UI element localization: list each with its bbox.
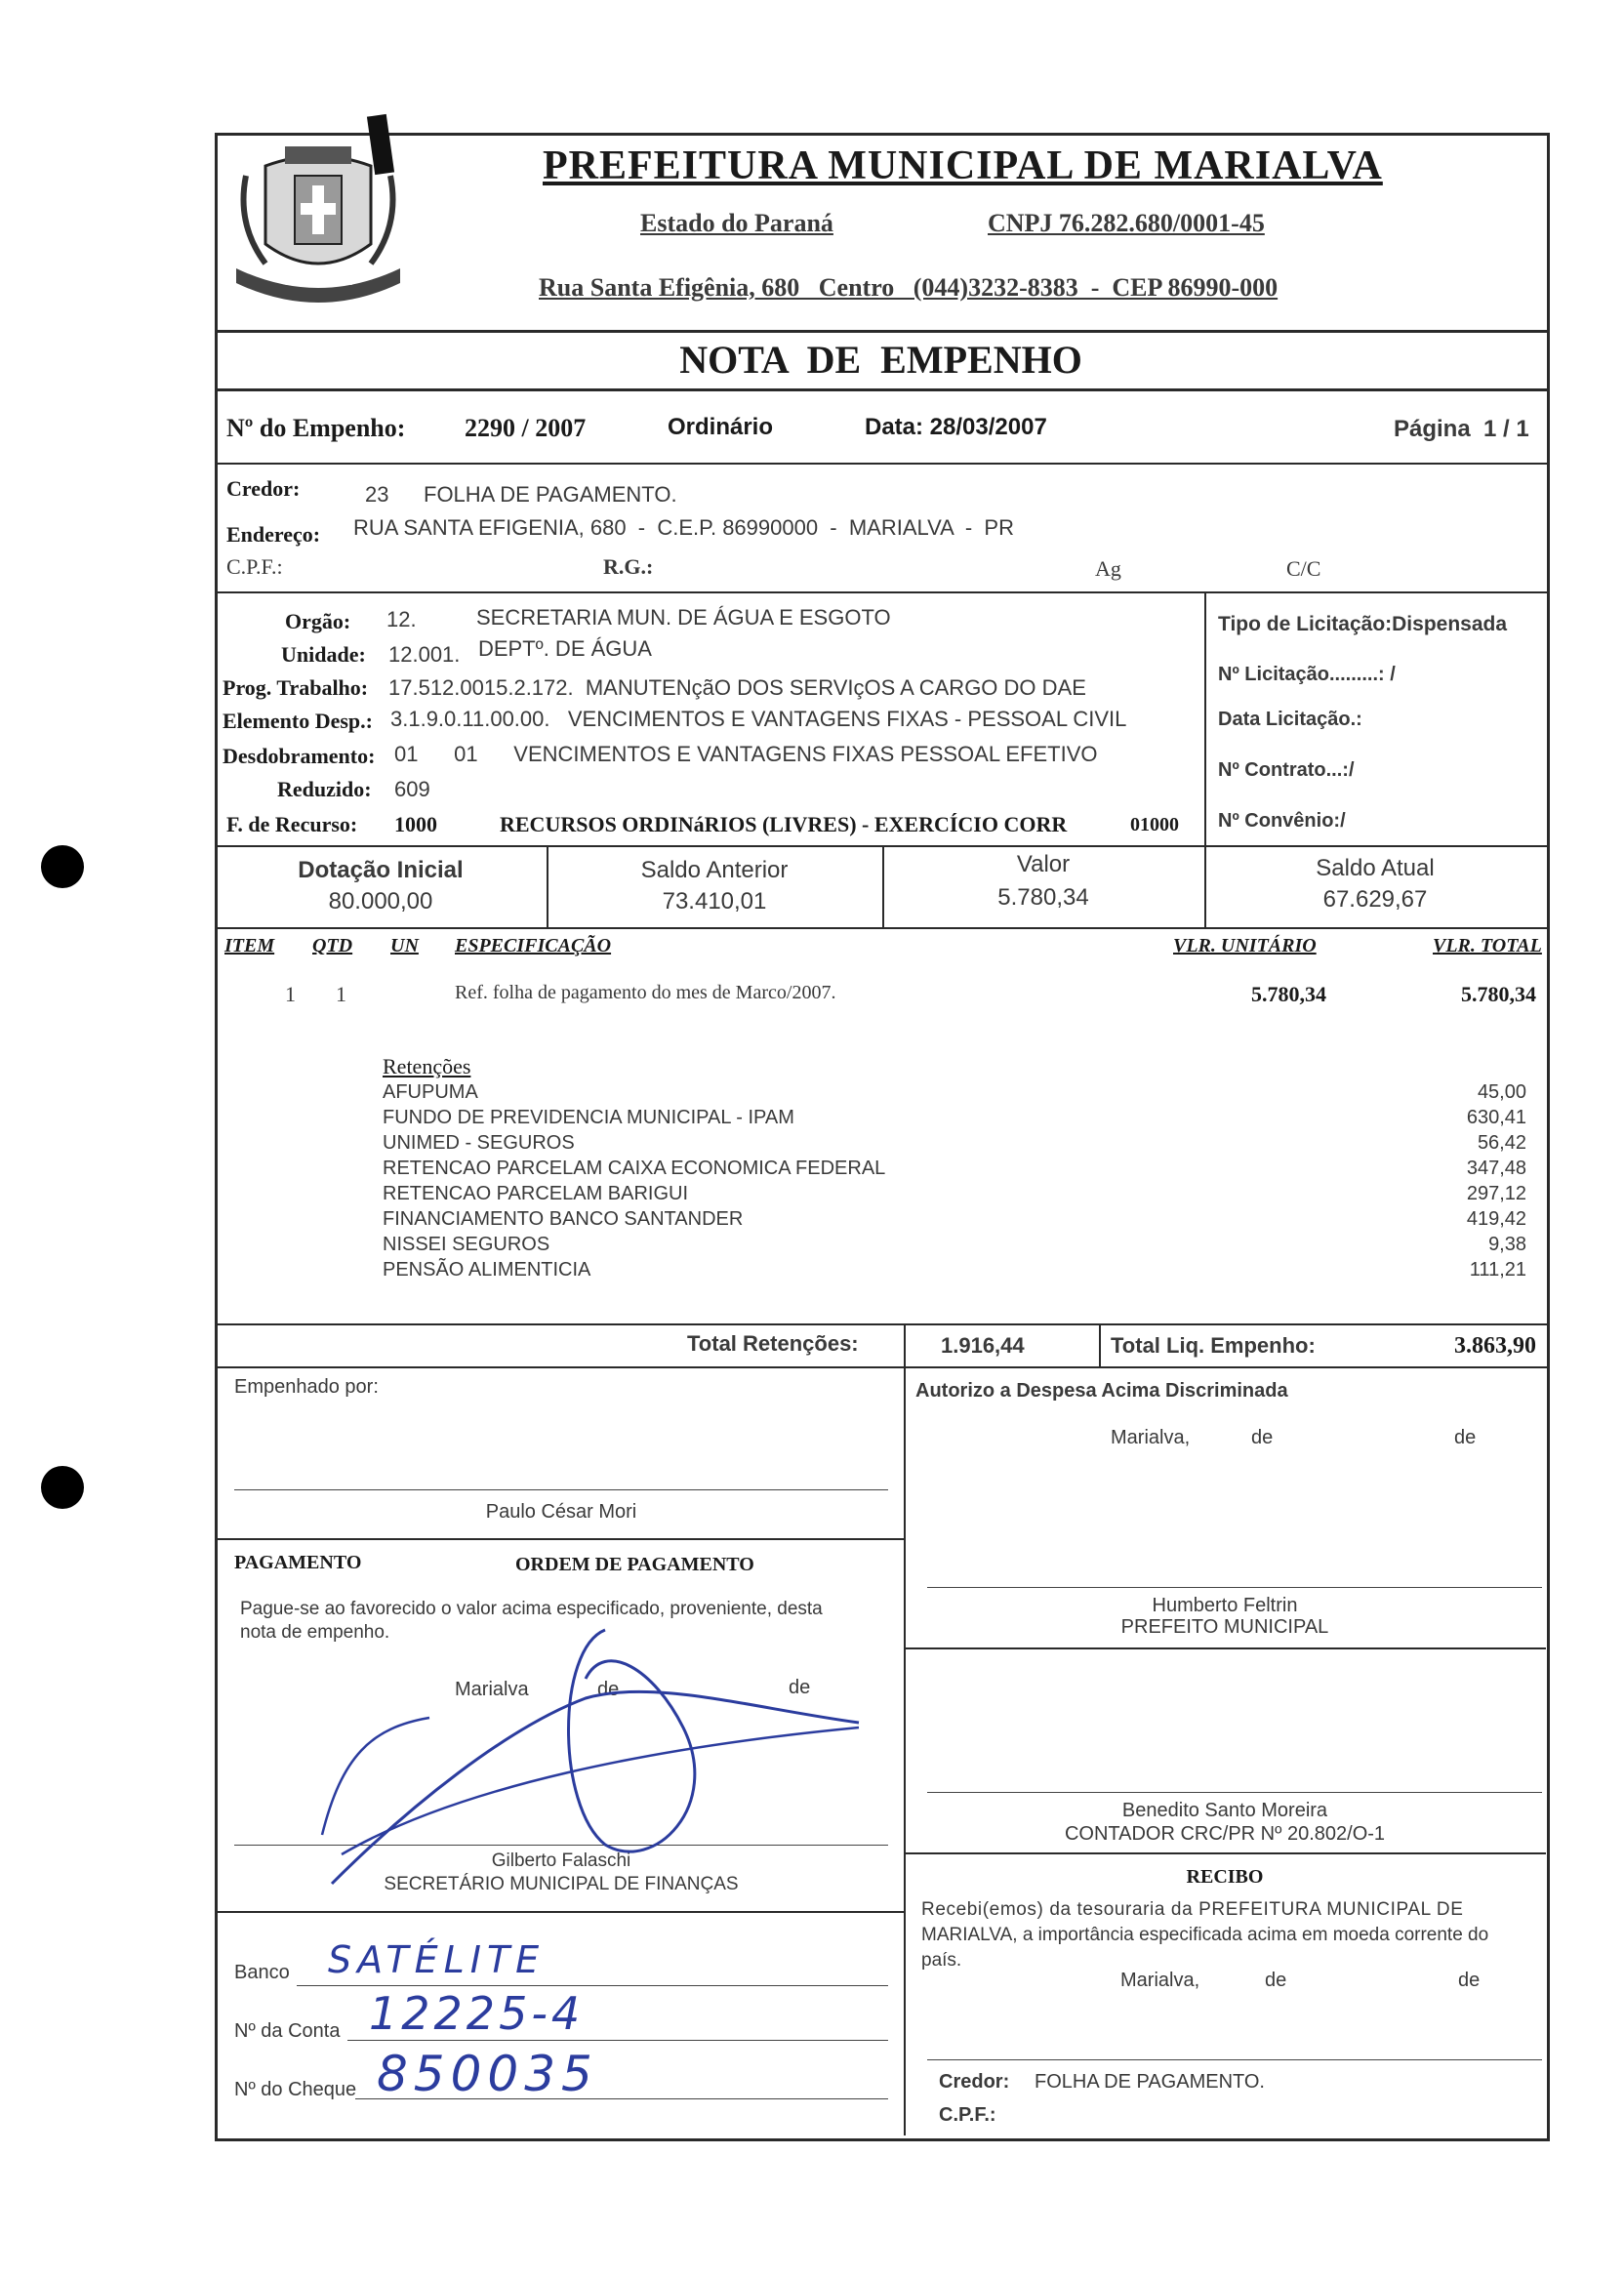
numero-convenio: Nº Convênio:/ (1218, 810, 1346, 832)
col-un: UN (390, 935, 419, 956)
signature-line (927, 1792, 1542, 1793)
empenho-number-label: Nº do Empenho: (226, 414, 406, 442)
autorizo-de-2: de (1454, 1427, 1477, 1448)
unidade-name: DEPTº. DE ÁGUA (478, 636, 652, 661)
recibo-de-1: de (1265, 1970, 1287, 1991)
divider (215, 591, 1547, 593)
pagamento-local: Marialva (455, 1679, 529, 1700)
retencao-value: 45,00 (1477, 1081, 1526, 1103)
page-number: Página 1 / 1 (1394, 416, 1529, 442)
autorizo-de-1: de (1251, 1427, 1274, 1448)
recibo-de-2: de (1458, 1970, 1481, 1991)
contador-name: Benedito Santo Moreira (1121, 1800, 1328, 1821)
divider (215, 388, 1547, 391)
pague-se-text-2: nota de empenho. (240, 1622, 390, 1643)
orgao-code: 12. (386, 607, 417, 631)
credor-name: FOLHA DE PAGAMENTO. (424, 482, 677, 507)
secretario-title: SECRETÁRIO MUNICIPAL DE FINANÇAS (384, 1874, 739, 1894)
retencao-value: 56,42 (1477, 1132, 1526, 1154)
divider (904, 1323, 906, 1366)
recibo-title: RECIBO (1186, 1866, 1264, 1888)
agencia-label: Ag (1095, 556, 1121, 581)
retencao-value: 111,21 (1469, 1259, 1526, 1281)
retencao-name: RETENCAO PARCELAM CAIXA ECONOMICA FEDERAL (383, 1158, 886, 1179)
cheque-value: 850035 (377, 2046, 598, 2102)
orgao-name: SECRETARIA MUN. DE ÁGUA E ESGOTO (476, 605, 891, 630)
signature-line (234, 1489, 888, 1490)
desdobramento-label: Desdobramento: (223, 744, 376, 768)
unidade-label: Unidade: (281, 642, 366, 667)
item-especificacao: Ref. folha de pagamento do mes de Marco/2007. (455, 982, 836, 1003)
prog-trabalho: 17.512.0015.2.172. MANUTENçãO DOS SERVIçOS A CARGO DO DAE (388, 675, 1086, 700)
data-licitacao: Data Licitação.: (1218, 709, 1362, 730)
dotacao-label: Dotação Inicial (298, 857, 464, 883)
field-line (297, 1985, 888, 1986)
numero-contrato: Nº Contrato...:/ (1218, 759, 1355, 781)
saldo-anterior-value: 73.410,01 (662, 888, 767, 915)
retencao-name: UNIMED - SEGUROS (383, 1132, 575, 1154)
divider (215, 1911, 904, 1913)
punch-hole-top (41, 845, 84, 888)
retencao-name: RETENCAO PARCELAM BARIGUI (383, 1183, 689, 1204)
contador-title: CONTADOR CRC/PR Nº 20.802/O-1 (1064, 1823, 1386, 1845)
retencao-name: AFUPUMA (383, 1081, 478, 1103)
dotacao-value: 80.000,00 (328, 888, 433, 915)
retencao-value: 347,48 (1466, 1158, 1526, 1179)
pagamento-de-1: de (597, 1679, 620, 1700)
address: Rua Santa Efigênia, 680 Centro (044)3232-8383 - CEP 86990-000 (539, 273, 1279, 302)
recibo-text-3: país. (921, 1950, 962, 1971)
cheque-label: Nº do Cheque (234, 2079, 357, 2100)
recibo-cpf-label: C.P.F.: (939, 2104, 996, 2126)
signature-line (927, 2059, 1542, 2060)
reduzido-label: Reduzido: (277, 777, 372, 801)
item-number: 1 (285, 982, 296, 1006)
empenhado-por-name: Paulo César Mori (485, 1501, 637, 1523)
divider (215, 1538, 904, 1540)
retencao-name: PENSÃO ALIMENTICIA (383, 1259, 591, 1281)
credor-code: 23 (365, 482, 389, 507)
pagamento-label: PAGAMENTO (234, 1552, 362, 1573)
orgao-label: Orgão: (285, 609, 351, 633)
rg-label: R.G.: (603, 554, 654, 579)
banco-label: Banco (234, 1962, 290, 1983)
recibo-text-1: Recebi(emos) da tesouraria da PREFEITURA MUNICIPAL DE (921, 1899, 1464, 1920)
punch-hole-bottom (41, 1466, 84, 1509)
divider (215, 330, 1547, 333)
cpf-label: C.P.F.: (226, 554, 283, 579)
prefeito-name: Humberto Feltrin (1152, 1595, 1298, 1616)
recibo-credor-value: FOLHA DE PAGAMENTO. (1035, 2071, 1265, 2093)
recurso-label: F. de Recurso: (226, 812, 358, 836)
banco-value: SATÉLITE (328, 1938, 546, 1981)
credor-label: Credor: (226, 476, 301, 501)
item-vlr-unitario: 5.780,34 (1251, 982, 1326, 1006)
divider (215, 927, 1547, 929)
cnpj: CNPJ 76.282.680/0001-45 (988, 209, 1265, 237)
recurso-code: 1000 (394, 812, 437, 836)
empenho-type: Ordinário (668, 414, 774, 440)
unidade-code: 12.001. (388, 642, 461, 667)
handwritten-signature (312, 1610, 898, 1903)
pague-se-text-1: Pague-se ao favorecido o valor acima especificado, proveniente, desta (240, 1599, 823, 1619)
field-line (347, 2040, 888, 2041)
divider (904, 1366, 906, 2135)
item-vlr-total: 5.780,34 (1461, 982, 1536, 1006)
col-vlr-unitario: VLR. UNITÁRIO (1173, 935, 1317, 956)
conta-corrente-label: C/C (1286, 556, 1321, 581)
col-vlr-total: VLR. TOTAL (1433, 935, 1542, 956)
total-retencoes-label: Total Retenções: (687, 1331, 859, 1356)
doc-title: NOTA DE EMPENHO (679, 338, 1082, 382)
recibo-local: Marialva, (1120, 1970, 1200, 1991)
prefeito-title: PREFEITO MUNICIPAL (1120, 1616, 1329, 1638)
seal-ribbon-text: MARIALVA (284, 273, 352, 289)
desdobramento: 01 01 VENCIMENTOS E VANTAGENS FIXAS PESSOAL EFETIVO (394, 742, 1098, 766)
col-especificacao: ESPECIFICAÇÃO (455, 935, 612, 956)
retencao-value: 630,41 (1466, 1107, 1526, 1128)
valor-label: Valor (1016, 851, 1071, 877)
endereco: RUA SANTA EFIGENIA, 680 - C.E.P. 86990000 - MARIALVA - PR (353, 515, 1014, 540)
recibo-text-2: MARIALVA, a importância especificada acima em moeda corrente do (921, 1925, 1489, 1945)
retencao-value: 9,38 (1488, 1234, 1526, 1255)
divider (904, 1852, 1546, 1854)
retencao-name: NISSEI SEGUROS (383, 1234, 550, 1255)
retencao-value: 297,12 (1466, 1183, 1526, 1204)
recurso-name: RECURSOS ORDINáRIOS (LIVRES) - EXERCÍCIO CORR (500, 812, 1068, 836)
item-qtd: 1 (336, 982, 346, 1006)
divider (215, 1366, 1547, 1368)
empenho-number: 2290 / 2007 (465, 414, 587, 442)
empenho-date: Data: 28/03/2007 (865, 414, 1047, 440)
numero-licitacao: Nº Licitação.........: / (1218, 664, 1396, 685)
signature-line (927, 1587, 1542, 1588)
col-item: ITEM (224, 935, 275, 956)
divider (215, 1323, 1547, 1325)
saldo-atual-label: Saldo Atual (1316, 855, 1435, 881)
total-retencoes-value: 1.916,44 (941, 1333, 1025, 1358)
prog-trabalho-label: Prog. Trabalho: (223, 675, 369, 700)
divider (215, 463, 1547, 465)
retencao-name: FUNDO DE PREVIDENCIA MUNICIPAL - IPAM (383, 1107, 794, 1128)
endereco-label: Endereço: (226, 522, 321, 547)
saldo-atual-value: 67.629,67 (1322, 886, 1428, 913)
empenhado-por-label: Empenhado por: (234, 1376, 379, 1398)
autorizo-local: Marialva, (1111, 1427, 1191, 1448)
autorizo-text: Autorizo a Despesa Acima Discriminada (915, 1380, 1288, 1402)
divider (215, 845, 1547, 847)
estado: Estado do Paraná (640, 209, 833, 237)
total-liquido-label: Total Liq. Empenho: (1111, 1333, 1316, 1358)
retencoes-title: Retenções (383, 1054, 471, 1078)
ordem-pagamento-label: ORDEM DE PAGAMENTO (515, 1554, 754, 1575)
conta-label: Nº da Conta (234, 2020, 341, 2042)
saldo-anterior-label: Saldo Anterior (640, 857, 789, 883)
col-qtd: QTD (312, 935, 353, 956)
secretario-name: Gilberto Falaschi (491, 1850, 631, 1871)
conta-value: 12225-4 (369, 1987, 585, 2040)
total-liquido-value: 3.863,90 (1454, 1333, 1536, 1359)
retencao-name: FINANCIAMENTO BANCO SANTANDER (383, 1208, 744, 1230)
divider (904, 1647, 1546, 1649)
retencao-value: 419,42 (1466, 1208, 1526, 1230)
divider (1099, 1323, 1101, 1366)
pagamento-de-2: de (789, 1677, 811, 1698)
divider (1204, 591, 1206, 845)
elemento-label: Elemento Desp.: (223, 709, 373, 733)
reduzido: 609 (394, 777, 430, 801)
prefeitura-title: PREFEITURA MUNICIPAL DE MARIALVA (543, 143, 1383, 188)
tipo-licitacao: Tipo de Licitação:Dispensada (1218, 613, 1508, 635)
recibo-credor-label: Credor: (939, 2071, 1010, 2093)
valor-value: 5.780,34 (997, 884, 1089, 911)
recurso-number: 01000 (1130, 814, 1179, 835)
elemento: 3.1.9.0.11.00.00. VENCIMENTOS E VANTAGENS FIXAS - PESSOAL CIVIL (390, 707, 1127, 731)
